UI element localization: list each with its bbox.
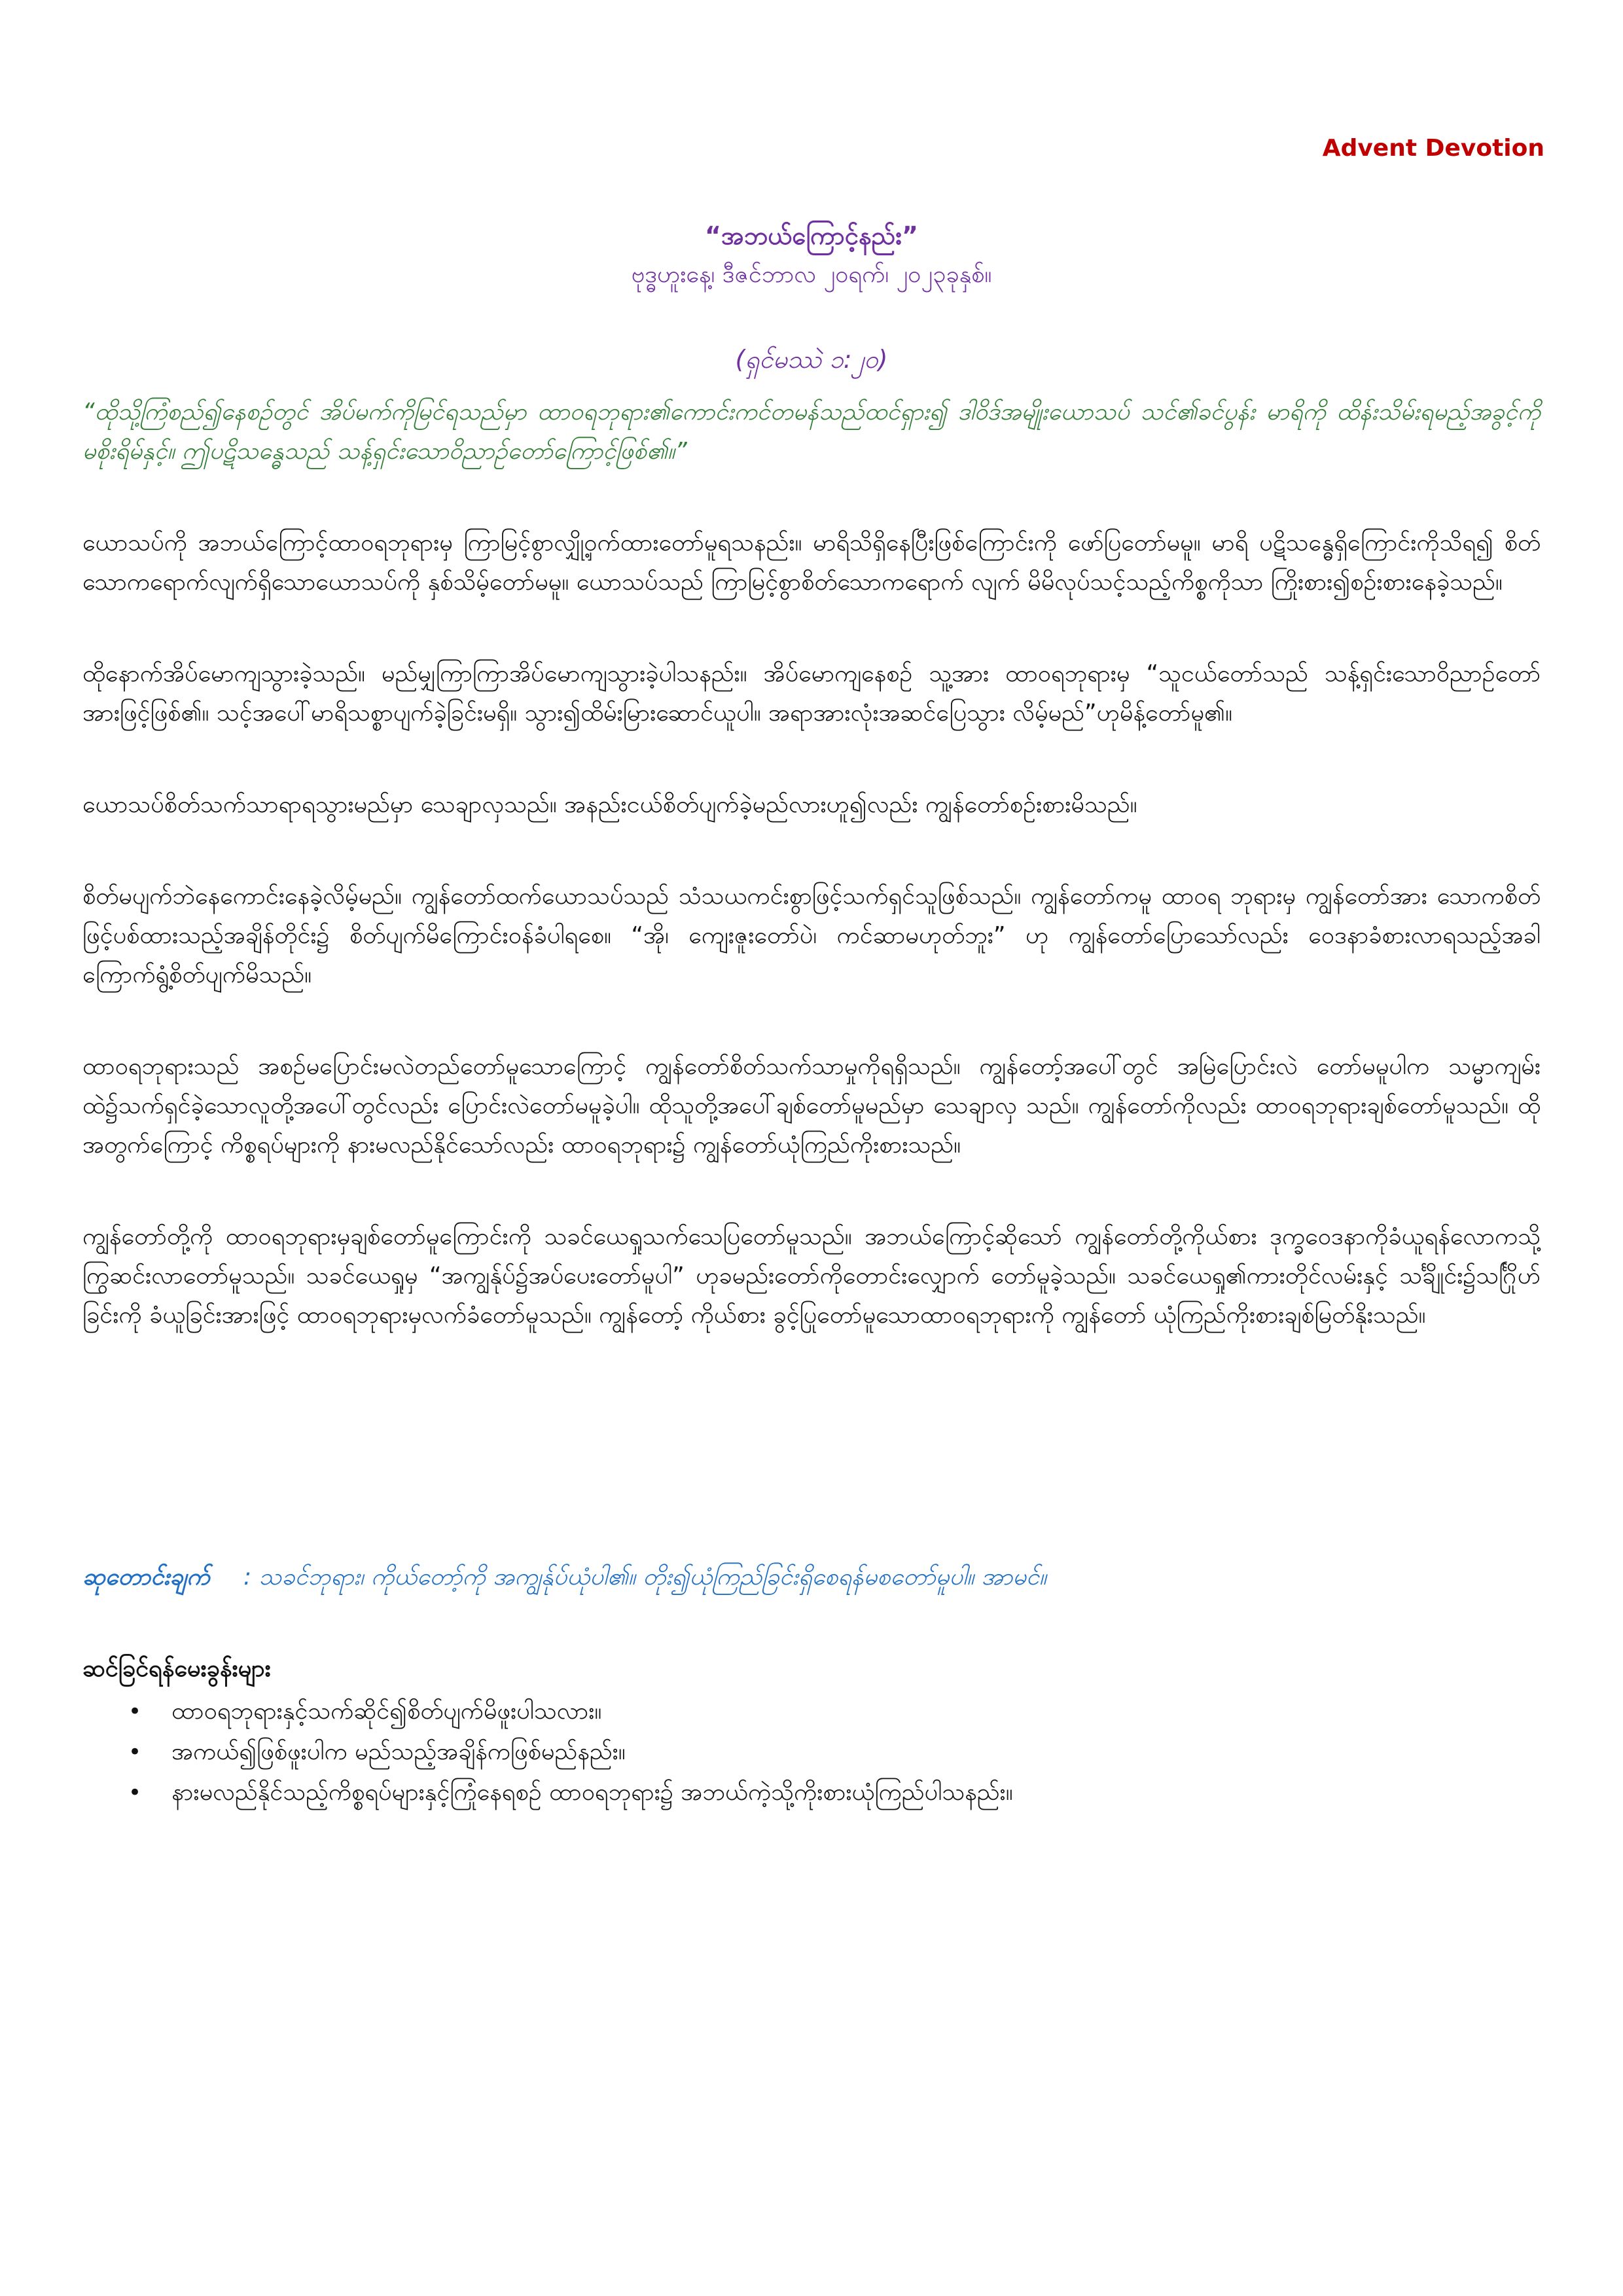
list-item	[128, 1772, 1541, 1813]
prayer-label: ဆုတောင်းချက်	[82, 1564, 210, 1590]
devotion-title: “အဘယ်ကြောင့်နည်း”	[704, 221, 918, 250]
question-text: အကယ်၍ဖြစ်ဖူးပါက မည်သည့်အချိန်ကဖြစ်မည်နည်း။	[171, 1738, 626, 1765]
body-paragraph: ထိုနောက်အိပ်မောကျသွားခဲ့သည်။ မည်မျှကြာကြာအိပ်မောကျသွားခဲ့ပါသနည်း။ အိပ်မောကျနေစဉ် သူ့အား ထာဝရဘုရားမှ “သူငယ်တော်သည် သန့်ရှင်းသောဝိညာဉ်တော်အားဖြင့်ဖြစ်၏။ သင့်အပေါ်မာရိသစ္စာပျက်ခဲ့ခြင်းမရှိ။ သွား၍ထိမ်းမြားဆောင်ယူပါ။ အရာအားလုံးအဆင်ပြေသွား လိမ့်မည်”ဟုမိန့်တော်မူ၏။	[82, 660, 1541, 726]
scripture-text: “ထိုသို့ကြံစည်၍နေစဉ်တွင် အိပ်မက်ကိုမြင်ရသည်မှာ ထာဝရဘုရား၏ကောင်းကင်တမန်သည်ထင်ရှား၍ ဒါဝိဒ်အမျိုးယောသပ် သင်၏ခင်ပွန်း မာရိကို ထိန်းသိမ်းရမည့်အခွင့်ကို မစိုးရိမ်နှင့်။ ဤပဋိသန္ဓေသည် သန့်ရှင်းသောဝိညာဉ်တော်ကြောင့်ဖြစ်၏။”	[82, 399, 1541, 465]
body-paragraph: ကျွန်တော်တို့ကို ထာဝရဘုရားမှချစ်တော်မူကြောင်းကို သခင်ယေရှုသက်သေပြတော်မူသည်။ အဘယ်ကြောင့်ဆိုသော် ကျွန်တော်တို့ကိုယ်စား ဒုက္ခဝေဒနာကိုခံယူရန်လောကသို့ ကြွဆင်းလာတော်မူသည်။ သခင်ယေရှုမှ “အကျွန်ုပ်၌အပ်ပေးတော်မူပါ” ဟုခမည်းတော်ကိုတောင်းလျှောက် တော်မူခဲ့သည်။ သခင်ယေရှု၏ကားတိုင်လမ်းနှင့် သင်္ချိုင်း၌သင်္ဂြိုဟ်ခြင်းကို ခံယူခြင်းအားဖြင့် ထာဝရဘုရားမှလက်ခံတော်မူသည်။ ကျွန်တော့် ကိုယ်စား ခွင့်ပြုတော်မူသောထာဝရဘုရားကို ကျွန်တော် ယုံကြည်ကိုးစားချစ်မြတ်နိုးသည်။	[82, 1223, 1541, 1329]
list-item	[128, 1691, 1541, 1732]
body-paragraph: ယောသပ်စိတ်သက်သာရာရသွားမည်မှာ သေချာလှသည်။ အနည်းငယ်စိတ်ပျက်ခဲ့မည်လားဟူ၍လည်း ကျွန်တော်စဉ်းစားမိသည်။	[82, 791, 1137, 818]
bullet-icon: •	[128, 1739, 142, 1765]
devotion-date: ဗုဒ္ဓဟူးနေ့၊ ဒီဇင်ဘာလ ၂၀ရက်၊ ၂၀၂၃ခုနှစ်။	[631, 261, 992, 288]
body-paragraph: စိတ်မပျက်ဘဲနေကောင်းနေခဲ့လိမ့်မည်။ ကျွန်တော်ထက်ယောသပ်သည် သံသယကင်းစွာဖြင့်သက်ရှင်သူဖြစ်သည်။ ကျွန်တော်ကမူ ထာဝရ ဘုရားမှ ကျွန်တော်အား သောကစိတ်ဖြင့်ပစ်ထားသည့်အချိန်တိုင်း၌ စိတ်ပျက်မိကြောင်းဝန်ခံပါရစေ။ “အို၊ ကျေးဇူးတော်ပဲ၊ ကင်ဆာမဟုတ်ဘူး” ဟု ကျွန်တော်ပြောသော်လည်း ဝေဒနာခံစားလာရသည့်အခါ ကြောက်ရွံ့စိတ်ပျက်မိသည်။	[82, 883, 1541, 988]
advent-devotion-tag: Advent Devotion	[1322, 135, 1544, 162]
questions-list	[82, 1691, 1541, 1813]
body-paragraph: ယောသပ်ကို အဘယ်ကြောင့်ထာဝရဘုရားမှ ကြာမြင့်စွာလျှို့ဝှက်ထားတော်မူရသနည်း။ မာရိသိရှိနေပြီးဖြစ်ကြောင်းကို ဖော်ပြတော်မမူ။ မာရိ ပဋိသန္ဓေရှိကြောင်းကိုသိရ၍ စိတ်သောကရောက်လျက်ရှိသောယောသပ်ကို နှစ်သိမ့်တော်မမူ။ ယောသပ်သည် ကြာမြင့်စွာစိတ်သောကရောက် လျက် မိမိလုပ်သင့်သည့်ကိစ္စကိုသာ ကြိုးစား၍စဉ်းစားနေခဲ့သည်။	[82, 529, 1541, 596]
scripture-reference: (ရှင်မဿဲ ၁:၂၀)	[735, 345, 888, 374]
prayer-text: : သခင်ဘုရား၊ ကိုယ်တော့်ကို အကျွန်ုပ်ယုံပါ၏။ တိုး၍ယုံကြည်ခြင်းရှိစေရန်မစတော်မူပါ။ အာမင်။	[243, 1564, 1046, 1590]
devotion-body	[82, 524, 1541, 1388]
bullet-icon: •	[128, 1698, 142, 1725]
questions-heading: ဆင်ခြင်ရန်မေးခွန်းများ	[82, 1655, 271, 1682]
prayer-section	[82, 1558, 1541, 1597]
list-item	[128, 1732, 1541, 1772]
reflection-questions	[82, 1649, 1541, 1813]
title-block	[0, 216, 1623, 295]
body-paragraph: ထာဝရဘုရားသည် အစဉ်မပြောင်းမလဲတည်တော်မူသောကြောင့် ကျွန်တော်စိတ်သက်သာမှုကိုရရှိသည်။ ကျွန်တော့်အပေါ်တွင် အမြဲပြောင်းလဲ တော်မမူပါက သမ္မာကျမ်းထဲ၌သက်ရှင်ခဲ့သောလူတို့အပေါ်တွင်လည်း ပြောင်းလဲတော်မမူခဲ့ပါ။ ထိုသူတို့အပေါ်ချစ်တော်မူမည်မှာ သေချာလှ သည်။ ကျွန်တော်ကိုလည်း ထာဝရဘုရားချစ်တော်မူသည်။ ထိုအတွက်ကြောင့် ကိစ္စရပ်များကို နားမလည်နိုင်သော်လည်း ထာဝရဘုရား၌ ကျွန်တော်ယုံကြည်ကိုးစားသည်။	[82, 1053, 1541, 1158]
bullet-icon: •	[128, 1780, 142, 1806]
question-text: နားမလည်နိုင်သည့်ကိစ္စရပ်များနှင့်ကြုံနေရစဉ် ထာဝရဘုရား၌ အဘယ်ကဲ့သို့ကိုးစားယုံကြည်ပါသနည်း။	[171, 1779, 1013, 1806]
question-text: ထာဝရဘုရားနှင့်သက်ဆိုင်၍စိတ်ပျက်မိဖူးပါသလား။	[171, 1698, 602, 1725]
